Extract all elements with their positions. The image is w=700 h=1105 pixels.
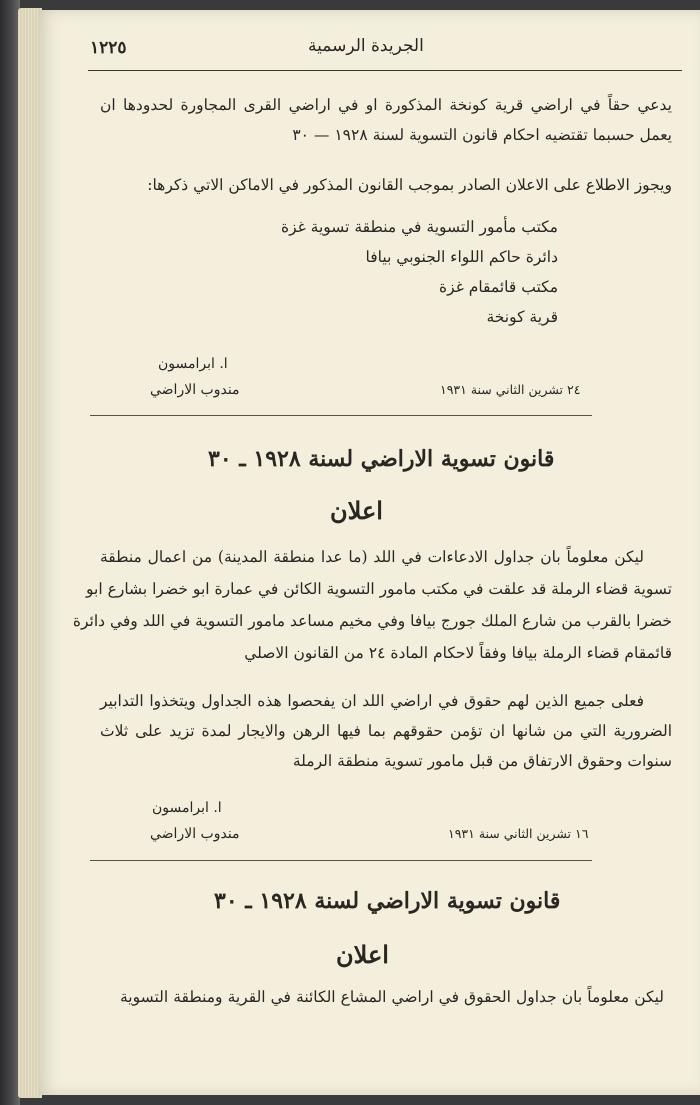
notice2-p2-line-2: الضرورية التي من شانها ان تؤمن حقوقهم بما فيها الرهن والايجار لمدة تزيد على ثلاث (100, 722, 672, 740)
place-item: دائرة حاكم اللواء الجنوبي بيافا (365, 248, 558, 266)
signatory-title: مندوب الاراضي (150, 826, 240, 842)
place-item: مكتب قائمقام غزة (439, 278, 558, 296)
section-divider (90, 860, 592, 861)
notice2-p1-line-4: قائمقام قضاء الرملة بيافا وفقاً لاحكام المادة ٢٤ من القانون الاصلي (244, 644, 672, 662)
gazette-page (38, 10, 700, 1095)
notice-date: ١٦ تشرين الثاني سنة ١٩٣١ (448, 826, 589, 841)
notice2-p1-line-2: تسوية قضاء الرملة قد علقت في مكتب مامور التسوية الكائن في عمارة ابو خضرا بشارع ابو (86, 580, 672, 598)
notice2-p1-line-1: ليكن معلوماً بان جداول الادعاءات في اللد (ما عدا منطقة المدينة) من اعمال منطقة (100, 548, 644, 566)
signatory-title: مندوب الاراضي (150, 382, 240, 398)
notice2-heading: قانون تسوية الاراضي لسنة ١٩٢٨ ـ ٣٠ (208, 446, 555, 472)
notice1-inspection-line: ويجوز الاطلاع على الاعلان الصادر بموجب القانون المذكور في الاماكن الاتي ذكرها: (147, 176, 672, 194)
notice1-line-2: يعمل حسبما تقتضيه احكام قانون التسوية لسنة ١٩٢٨ — ٣٠ (292, 126, 672, 144)
signatory-name: ا. ابرامسون (152, 800, 222, 816)
notice-date: ٢٤ تشرين الثاني سنة ١٩٣١ (440, 382, 581, 397)
place-item: مكتب مأمور التسوية في منطقة تسوية غزة (280, 218, 558, 236)
notice3-heading: قانون تسوية الاراضي لسنة ١٩٢٨ ـ ٣٠ (214, 888, 561, 914)
place-item: قرية كونخة (486, 308, 558, 326)
signatory-name: ا. ابرامسون (158, 356, 228, 372)
notice2-title: اعلان (330, 496, 383, 525)
notice2-p2-line-1: فعلى جميع الذين لهم حقوق في اراضي اللد ان يفحصوا هذه الجداول ويتخذوا التدابير (100, 692, 644, 710)
notice2-p1-line-3: خضرا بالقرب من شارع الملك جورج بيافا وفي مخيم مساعد مامور التسوية في اللد وفي دائرة (72, 612, 672, 630)
page-number: ١٢٢٥ (90, 38, 127, 58)
book-spine (0, 0, 20, 1105)
notice3-line-1: ليكن معلوماً بان جداول الحقوق في اراضي المشاع الكائنة في القرية ومنطقة التسوية (120, 988, 664, 1006)
section-divider (90, 415, 592, 416)
notice1-line-1: يدعي حقاً في اراضي قرية كونخة المذكورة او في اراضي القرى المجاورة لحدودها ان (100, 96, 672, 114)
gazette-title: الجريدة الرسمية (308, 36, 424, 56)
notice3-title: اعلان (336, 940, 389, 969)
notice2-p2-line-3: سنوات وحقوق الارتفاق من قبل مامور تسوية منطقة الرملة (292, 752, 672, 770)
header-rule (88, 70, 682, 71)
